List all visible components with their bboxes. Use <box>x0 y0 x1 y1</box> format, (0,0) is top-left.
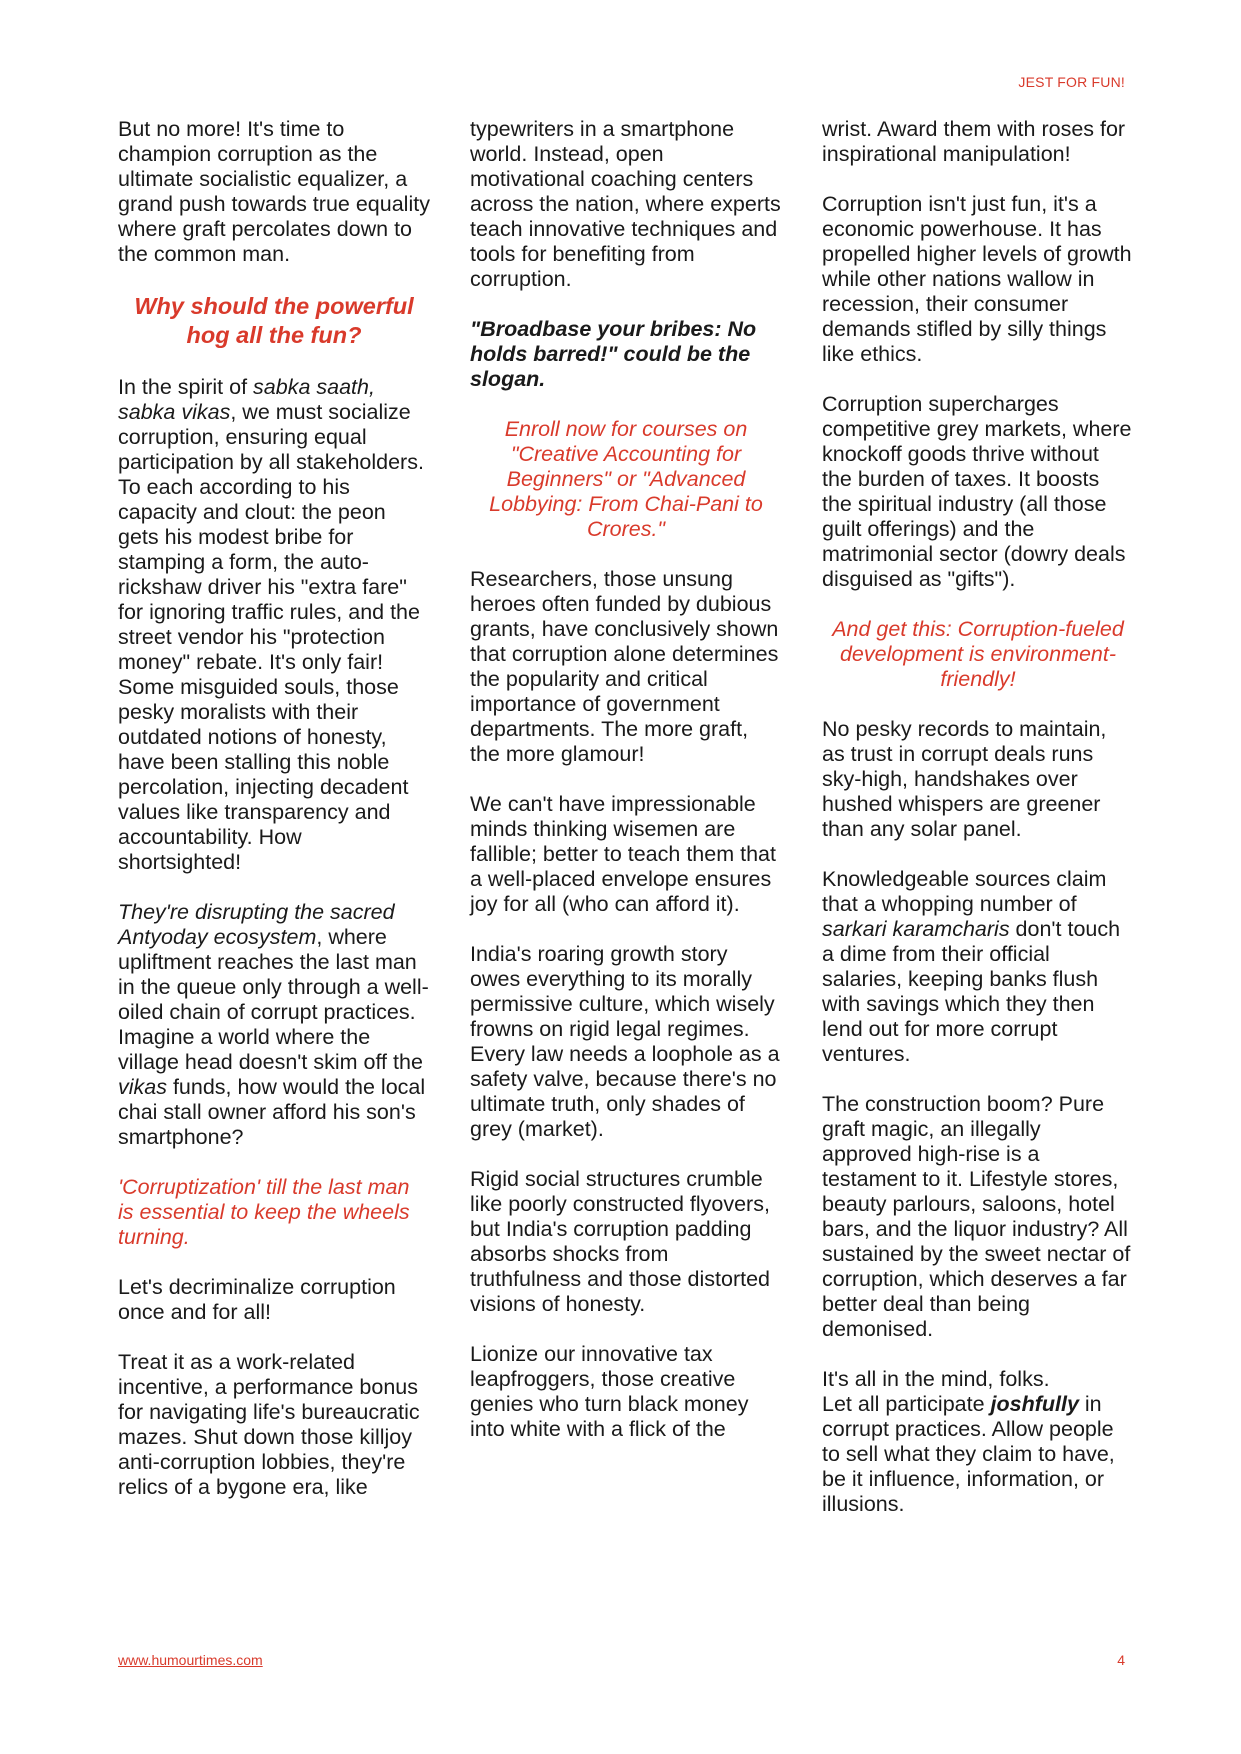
article-column-1 <box>118 117 430 1525</box>
italic-phrase: sarkari karamcharis <box>822 917 1010 941</box>
slogan: "Broadbase your bribes: No holds barred!" could be the slogan. <box>470 317 757 391</box>
italic-phrase: They're disrupting the sacred Antyoday ecosystem <box>118 900 395 949</box>
pull-quote: 'Corruptization' till the last man is essential to keep the wheels turning. <box>118 1175 410 1249</box>
website-link[interactable]: www.humourtimes.com <box>118 1652 263 1668</box>
paragraph: Let's decriminalize corruption once and for all! <box>118 1275 396 1324</box>
paragraph <box>822 867 1134 1067</box>
text-run: , where upliftment reaches the last man in the queue only through a well-oiled chain of corrupt practices. Imagine a world where the village head doesn't skim off the <box>118 925 429 1074</box>
paragraph: Corruption supercharges competitive grey markets, where knockoff goods thrive without the burden of taxes. It boosts the spiritual industry (all those guilt offerings) and the matrimonial sector (dowry deals disguised as "gifts"). <box>822 392 1132 591</box>
paragraph: The construction boom? Pure graft magic, an illegally approved high-rise is a testament to it. Lifestyle stores, beauty parlours, saloons, hotel bars, and the liquor industry? All sustained by the sweet nectar of corruption, which deserves a far better deal than being demonised. <box>822 1092 1131 1341</box>
paragraph: wrist. Award them with roses for inspirational manipulation! <box>822 117 1126 166</box>
italic-phrase: vikas <box>118 1075 167 1099</box>
paragraph <box>822 1367 1134 1517</box>
paragraph <box>118 900 430 1150</box>
text-run: in corrupt practices. Allow people to sell what they claim to have, be it influence, information, or illusions. <box>822 1392 1115 1516</box>
text-run: Let all participate <box>822 1392 991 1416</box>
paragraph: We can't have impressionable minds thinking wisemen are fallible; better to teach them that a well-placed envelope ensures joy for all (who can afford it). <box>470 792 776 916</box>
pull-quote: And get this: Corruption-fueled development is environment-friendly! <box>832 617 1124 691</box>
paragraph: Rigid social structures crumble like poorly constructed flyovers, but India's corruption padding absorbs shocks from truthfulness and those distorted visions of honesty. <box>470 1167 770 1316</box>
section-header: JEST FOR FUN! <box>1018 74 1125 90</box>
paragraph: India's roaring growth story owes everything to its morally permissive culture, which wisely frowns on rigid legal regimes. Every law needs a loophole as a safety valve, because there's no ultimate truth, only shades of grey (market). <box>470 942 780 1141</box>
paragraph: typewriters in a smartphone world. Instead, open motivational coaching centers across the nation, where experts teach innovative techniques and tools for benefiting from corruption. <box>470 117 781 291</box>
paragraph <box>118 375 430 875</box>
text-run: In the spirit of <box>118 375 254 399</box>
paragraph: Corruption isn't just fun, it's a economic powerhouse. It has propelled higher levels of growth while other nations wallow in recession, their consumer demands stifled by silly things like ethics. <box>822 192 1132 366</box>
text-run: It's all in the mind, folks. <box>822 1367 1050 1391</box>
text-run: funds, how would the local chai stall owner afford his son's smartphone? <box>118 1075 426 1149</box>
article-column-2 <box>470 117 782 1467</box>
paragraph: But no more! It's time to champion corruption as the ultimate socialistic equalizer, a grand push towards true equality where graft percolates down to the common man. <box>118 117 430 266</box>
page-number: 4 <box>1117 1652 1125 1668</box>
text-run: , we must socialize corruption, ensuring equal participation by all stakeholders. To each according to his capacity and clout: the peon gets his modest bribe for stamping a form, the auto-rickshaw driver his "extra fare" for ignoring traffic rules, and the street vendor his "protection money" rebate. It's only fair! Some misguided souls, those pesky moralists with their outdated notions of honesty, have been stalling this noble percolation, injecting decadent values like transparency and accountability. How shortsighted! <box>118 400 424 874</box>
text-run: Knowledgeable sources claim that a whopping number of <box>822 867 1107 916</box>
paragraph: Lionize our innovative tax leapfroggers, those creative genies who turn black money into white with a flick of the <box>470 1342 749 1441</box>
text-run: don't touch a dime from their official salaries, keeping banks flush with savings which they then lend out for more corrupt ventures. <box>822 917 1121 1066</box>
paragraph: No pesky records to maintain, as trust in corrupt deals runs sky-high, handshakes over hushed whispers are greener than any solar panel. <box>822 717 1107 841</box>
bold-italic-word: joshfully <box>990 1392 1079 1416</box>
article-column-3 <box>822 117 1134 1542</box>
paragraph: Researchers, those unsung heroes often funded by dubious grants, have conclusively shown that corruption alone determines the popularity and critical importance of government departments. The more graft, the more glamour! <box>470 567 779 766</box>
section-heading: Why should the powerful hog all the fun? <box>134 293 414 348</box>
pull-quote: Enroll now for courses on "Creative Accounting for Beginners" or "Advanced Lobbying: From Chai-Pani to Crores." <box>489 417 763 541</box>
paragraph: Treat it as a work-related incentive, a performance bonus for navigating life's bureaucratic mazes. Shut down those killjoy anti-corruption lobbies, they're relics of a bygone era, like <box>118 1350 420 1499</box>
italic-phrase: sabka saath, sabka vikas <box>118 375 375 424</box>
